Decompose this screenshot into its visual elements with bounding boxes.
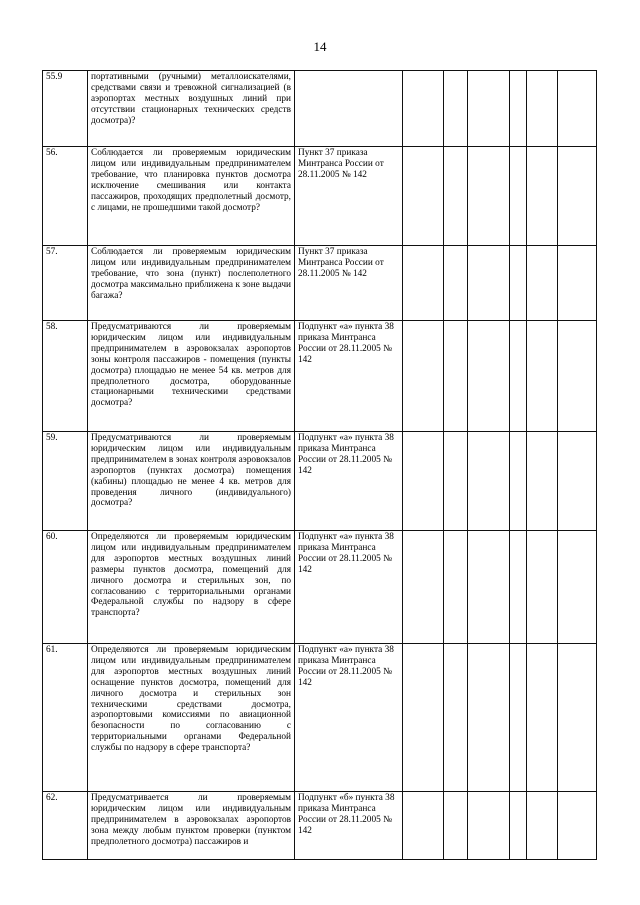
answer-cell[interactable] xyxy=(444,147,468,246)
question-text: Определяются ли проверяемым юридическим лицом или индивидуальным предпринимателем для аэропортов местных воздушных линий оснащение пунктов досмотра, помещений для личного досмотра и стерильных зон техническими средствами досмотра, аэропортовыми комиссиями по авиационной безопасности по согласованию с территориальными органами Федеральной службы по надзору в сфере транспорта? xyxy=(91,645,291,754)
row-number: 59. xyxy=(43,432,88,531)
question-text: Определяются ли проверяемым юридическим лицом или индивидуальным предпринимателем для аэропортов местных воздушных линий размеры пунктов досмотра, помещений для личного досмотра и стерильных зон, по согласованию с территориальными органами Федеральной службы по надзору в сфере транспорта? xyxy=(91,532,291,619)
answer-cell[interactable] xyxy=(403,321,444,432)
table-row xyxy=(43,644,597,792)
answer-cell[interactable] xyxy=(558,432,597,531)
question-cell xyxy=(88,792,295,860)
question-text: Предусматриваются ли проверяемым юридическим лицом или индивидуальным предпринимателем в зонах контроля аэровокзалов аэропортов (пунктах досмотра) помещения (кабины) площадью не менее 4 кв. метров для проведения личного (индивидуального) досмотра? xyxy=(91,433,291,509)
legal-basis-text: Подпункт «а» пункта 38 приказа Минтранса России от 28.11.2005 № 142 xyxy=(298,532,394,575)
answer-cell[interactable] xyxy=(444,531,468,644)
answer-cell[interactable] xyxy=(527,321,558,432)
question-text: портативными (ручными) металлоискателями, средствами связи и тревожной сигнализацией (в аэропортах местных воздушных линий при отсутствии стационарных технических средств досмотра)? xyxy=(91,72,291,126)
row-number: 58. xyxy=(43,321,88,432)
answer-cell[interactable] xyxy=(403,71,444,147)
answer-cell[interactable] xyxy=(444,792,468,860)
checklist-table xyxy=(42,70,597,860)
question-text: Предусматривается ли проверяемым юридическим лицом или индивидуальным предпринимателем в аэровокзалах аэропортов зона между любым пунктом проверки (пунктом предполетного досмотра) пассажиров и xyxy=(91,793,291,847)
legal-basis-text: Подпункт «б» пункта 38 приказа Минтранса России от 28.11.2005 № 142 xyxy=(298,793,395,836)
legal-basis-cell xyxy=(295,321,403,432)
answer-cell[interactable] xyxy=(558,531,597,644)
answer-cell[interactable] xyxy=(510,432,527,531)
legal-basis-cell xyxy=(295,792,403,860)
legal-basis-text: Пункт 37 приказа Минтранса России от 28.11.2005 № 142 xyxy=(298,148,384,180)
answer-cell[interactable] xyxy=(527,432,558,531)
answer-cell[interactable] xyxy=(510,644,527,792)
legal-basis-cell xyxy=(295,71,403,147)
question-text: Соблюдается ли проверяемым юридическим лицом или индивидуальным предпринимателем требование, что планировка пунктов досмотра исключение смешивания или контакта пассажиров, проходящих предполетный досмотр, с лицами, не прошедшими такой досмотр? xyxy=(91,148,291,213)
answer-cell[interactable] xyxy=(468,71,510,147)
answer-cell[interactable] xyxy=(558,71,597,147)
answer-cell[interactable] xyxy=(510,246,527,321)
legal-basis-cell xyxy=(295,644,403,792)
answer-cell[interactable] xyxy=(510,531,527,644)
question-text: Соблюдается ли проверяемым юридическим лицом или индивидуальным предпринимателем требование, что зона (пункт) послеполетного досмотра максимально приближена к зоне выдачи багажа? xyxy=(91,247,291,301)
legal-basis-text: Подпункт «а» пункта 38 приказа Минтранса России от 28.11.2005 № 142 xyxy=(298,433,394,476)
answer-cell[interactable] xyxy=(468,792,510,860)
legal-basis-cell xyxy=(295,147,403,246)
answer-cell[interactable] xyxy=(403,792,444,860)
answer-cell[interactable] xyxy=(444,321,468,432)
answer-cell[interactable] xyxy=(527,531,558,644)
answer-cell[interactable] xyxy=(468,321,510,432)
row-number: 62. xyxy=(43,792,88,860)
question-cell xyxy=(88,321,295,432)
question-cell xyxy=(88,432,295,531)
legal-basis-text: Подпункт «а» пункта 38 приказа Минтранса России от 28.11.2005 № 142 xyxy=(298,322,394,365)
table-row xyxy=(43,792,597,860)
table-row xyxy=(43,246,597,321)
answer-cell[interactable] xyxy=(527,147,558,246)
question-cell xyxy=(88,246,295,321)
question-text: Предусматриваются ли проверяемым юридическим лицом или индивидуальным предпринимателем в аэровокзалах аэропортов зоны контроля пассажиров - помещения (пункты досмотра) площадью не менее 54 кв. метров для предполетного досмотра, оборудованные стационарными техническими средствами досмотра? xyxy=(91,322,291,409)
answer-cell[interactable] xyxy=(468,644,510,792)
answer-cell[interactable] xyxy=(510,321,527,432)
legal-basis-text: Подпункт «а» пункта 38 приказа Минтранса России от 28.11.2005 № 142 xyxy=(298,645,394,688)
legal-basis-cell xyxy=(295,432,403,531)
answer-cell[interactable] xyxy=(527,644,558,792)
answer-cell[interactable] xyxy=(558,147,597,246)
table-row xyxy=(43,147,597,246)
answer-cell[interactable] xyxy=(558,246,597,321)
answer-cell[interactable] xyxy=(403,531,444,644)
answer-cell[interactable] xyxy=(527,71,558,147)
answer-cell[interactable] xyxy=(468,246,510,321)
answer-cell[interactable] xyxy=(558,644,597,792)
table-row xyxy=(43,432,597,531)
answer-cell[interactable] xyxy=(468,432,510,531)
row-number: 56. xyxy=(43,147,88,246)
table-row xyxy=(43,321,597,432)
row-number: 61. xyxy=(43,644,88,792)
answer-cell[interactable] xyxy=(444,246,468,321)
row-number: 55.9 xyxy=(43,71,88,147)
answer-cell[interactable] xyxy=(403,644,444,792)
answer-cell[interactable] xyxy=(527,792,558,860)
answer-cell[interactable] xyxy=(510,792,527,860)
table-row xyxy=(43,71,597,147)
answer-cell[interactable] xyxy=(558,321,597,432)
question-cell xyxy=(88,644,295,792)
legal-basis-cell xyxy=(295,246,403,321)
answer-cell[interactable] xyxy=(444,644,468,792)
answer-cell[interactable] xyxy=(510,71,527,147)
page-number: 14 xyxy=(313,39,327,54)
question-cell xyxy=(88,71,295,147)
row-number: 57. xyxy=(43,246,88,321)
answer-cell[interactable] xyxy=(403,147,444,246)
answer-cell[interactable] xyxy=(403,246,444,321)
answer-cell[interactable] xyxy=(527,246,558,321)
legal-basis-text: Пункт 37 приказа Минтранса России от 28.11.2005 № 142 xyxy=(298,247,384,279)
question-cell xyxy=(88,147,295,246)
table-row xyxy=(43,531,597,644)
answer-cell[interactable] xyxy=(444,432,468,531)
answer-cell[interactable] xyxy=(403,432,444,531)
answer-cell[interactable] xyxy=(468,147,510,246)
answer-cell[interactable] xyxy=(468,531,510,644)
answer-cell[interactable] xyxy=(444,71,468,147)
answer-cell[interactable] xyxy=(558,792,597,860)
question-cell xyxy=(88,531,295,644)
answer-cell[interactable] xyxy=(510,147,527,246)
legal-basis-cell xyxy=(295,531,403,644)
row-number: 60. xyxy=(43,531,88,644)
